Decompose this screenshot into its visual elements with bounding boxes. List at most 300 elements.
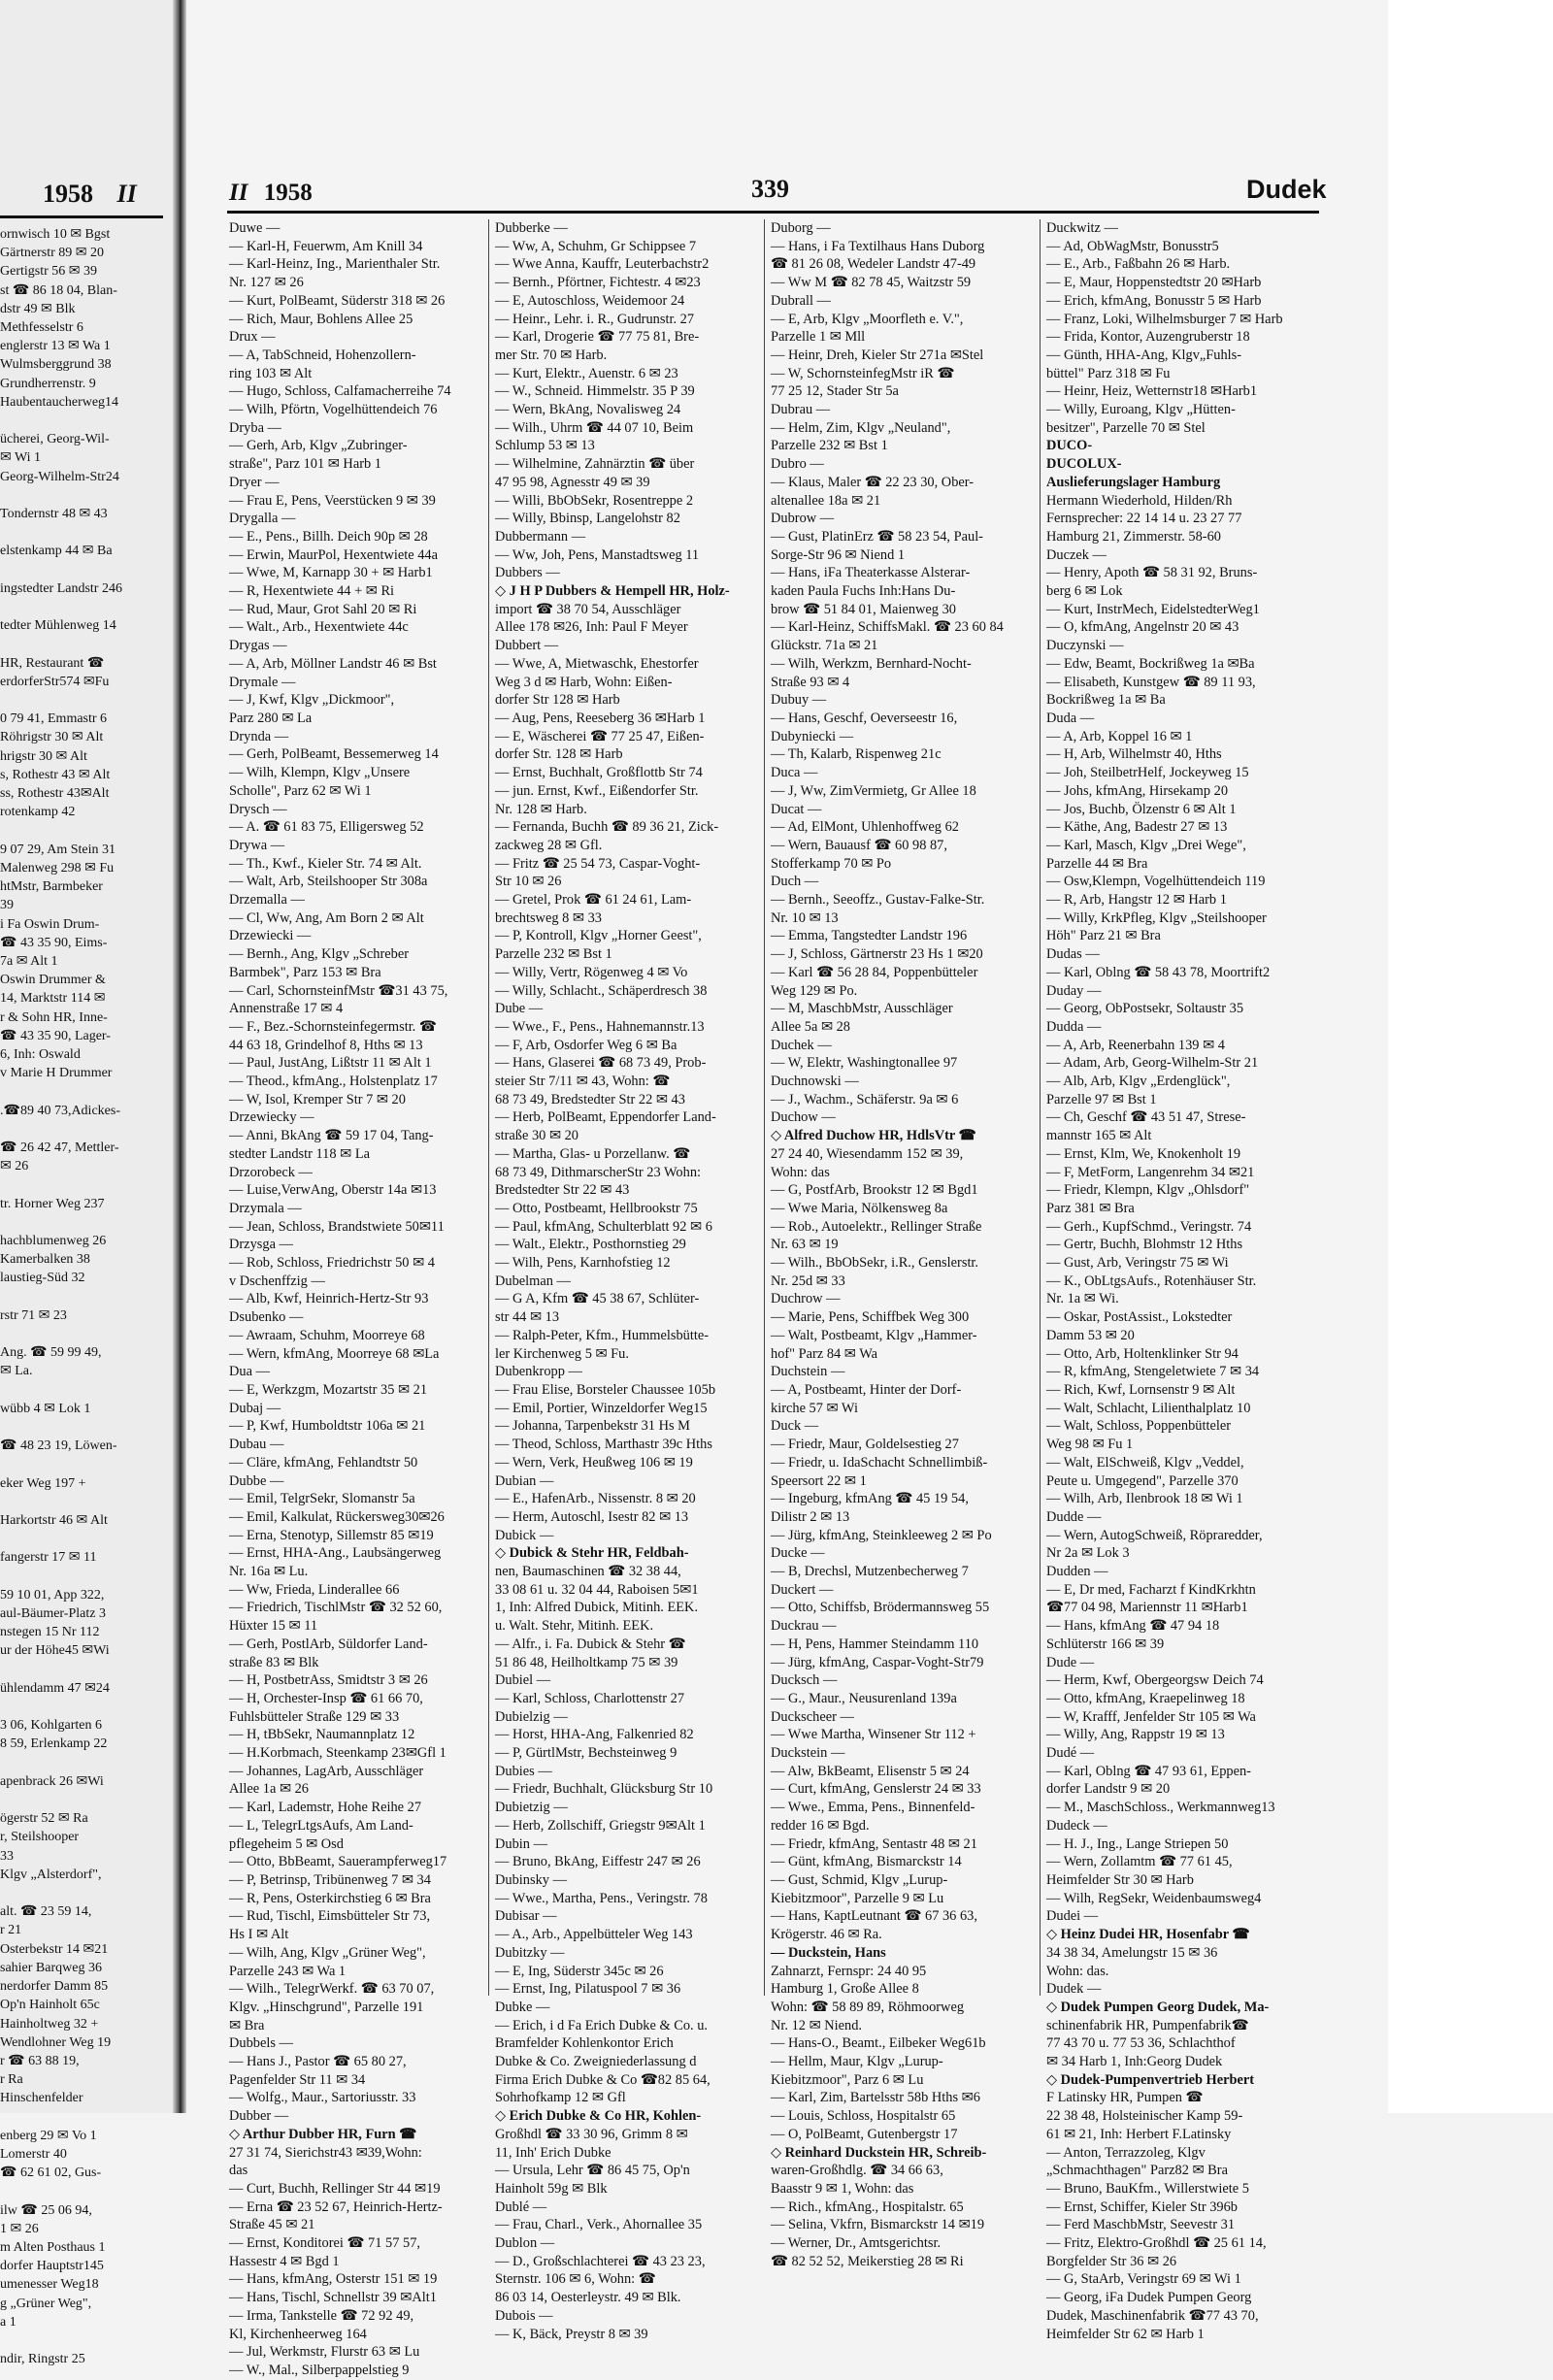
directory-entry: — A, Postbeamt, Hinter der Dorf- <box>771 1382 962 1398</box>
directory-entry: Großhdl ☎ 33 30 96, Grimm 8 ✉ <box>495 2126 688 2142</box>
page-running-name: Dudek <box>1246 175 1327 204</box>
directory-entry: — Hans, KaptLeutnant ☎ 67 36 63, <box>771 1908 977 1925</box>
directory-entry: ◇ J H P Dubbers & Hempell HR, Holz- <box>495 583 730 600</box>
directory-entry: — Rob, Schloss, Friedrichstr 50 ✉ 4 <box>229 1255 435 1272</box>
directory-entry: — Willy, Ang, Rappstr 19 ✉ 13 <box>1046 1727 1225 1743</box>
surname-heading: Duchstein — <box>771 1364 845 1380</box>
directory-entry: Str 10 ✉ 26 <box>495 874 562 890</box>
directory-entry: — Ww, Joh, Pens, Manstadtsweg 11 <box>495 546 700 563</box>
directory-entry: — H, Pens, Hammer Steindamm 110 <box>771 1636 979 1652</box>
directory-entry: — Frau E, Pens, Veerstücken 9 ✉ 39 <box>229 492 436 509</box>
left-page-line: i Fa Oswin Drum- <box>0 916 100 932</box>
directory-entry: — E, Arb, Klgv „Moorfleth e. V.", <box>771 311 964 327</box>
surname-heading: Dubian — <box>495 1472 554 1489</box>
directory-entry: — E, Wäscherei ☎ 77 25 47, Eißen- <box>495 728 705 744</box>
directory-entry: waren-Großhdlg. ☎ 34 66 63, <box>771 2163 943 2179</box>
directory-entry: ☎ 81 26 08, Wedeler Landstr 47-49 <box>771 256 976 273</box>
left-page-line <box>0 1120 167 1139</box>
left-page-line: ndir, Ringstr 25 <box>0 2352 85 2367</box>
surname-heading: Drzysga — <box>229 1237 293 1253</box>
directory-entry: — Otto, BbBeamt, Sauerampferweg17 <box>229 1854 447 1870</box>
left-page-line: ☎ 43 35 90, Lager- <box>0 1028 111 1043</box>
directory-entry: — Karl ☎ 56 28 84, Poppenbütteler <box>771 964 978 980</box>
column-divider <box>764 219 765 1996</box>
left-page-line: Osterbekstr 14 ✉21 <box>0 1941 109 1957</box>
directory-entry: straße 83 ✉ Blk <box>229 1654 319 1670</box>
left-page-line: Georg-Wilhelm-Str24 <box>0 469 119 484</box>
surname-heading: Dudek — <box>1046 1981 1102 1998</box>
directory-entry: — Oskar, PostAssist., Lokstedter <box>1046 1309 1233 1326</box>
directory-entry: — Günth, HHA-Ang, Klgv„Fuhls- <box>1046 347 1242 363</box>
left-page-line: Röhrigstr 30 ✉ Alt <box>0 730 104 745</box>
directory-entry: — H, Orchester-Insp ☎ 61 66 70, <box>229 1690 423 1706</box>
directory-entry: brow ☎ 51 84 01, Maienweg 30 <box>771 601 956 617</box>
directory-entry: ✉ 34 Harb 1, Inh:Georg Dudek <box>1046 2054 1223 2070</box>
left-page-line: Grundherrenstr. 9 <box>0 376 96 391</box>
directory-entry: — Gertr, Buchh, Blohmstr 12 Hths <box>1046 1237 1243 1253</box>
left-page-line: erdorferStr574 ✉Fu <box>0 674 110 689</box>
left-page-line <box>0 412 167 430</box>
directory-entry: — E., Pens., Billh. Deich 90p ✉ 28 <box>229 528 428 545</box>
directory-entry: — Edw, Beamt, Bockrißweg 1a ✉Ba <box>1046 655 1255 672</box>
directory-entry: — Alw, BkBeamt, Elisenstr 5 ✉ 24 <box>771 1763 970 1779</box>
directory-entry: — Fritz, Elektro-Großhdl ☎ 25 61 14, <box>1046 2235 1267 2252</box>
directory-entry: — Werner, Dr., Amtsgerichtsr. <box>771 2235 942 2252</box>
directory-entry: — Gerh, Arb, Klgv „Zubringer- <box>229 438 408 454</box>
directory-entry: kaden Paula Fuchs Inh:Hans Du- <box>771 583 956 600</box>
column-divider <box>1040 219 1041 1996</box>
directory-entry: pflegeheim 5 ✉ Osd <box>229 1835 344 1852</box>
directory-entry: — R, kfmAng, Stengeletwiete 7 ✉ 34 <box>1046 1364 1260 1380</box>
directory-entry: 27 31 74, Sierichstr43 ✉39,Wohn: <box>229 2144 422 2161</box>
directory-entry: — Frida, Kontor, Auzengruberstr 18 <box>1046 329 1250 346</box>
directory-entry: — Fritz ☎ 25 54 73, Caspar-Voght- <box>495 855 701 872</box>
directory-entry: berg 6 ✉ Lok <box>1046 583 1123 600</box>
left-page-line: 1 ✉ 26 <box>0 2221 39 2236</box>
directory-entry: u. Walt. Stehr, Mitinh. EEK. <box>495 1618 654 1635</box>
directory-entry: — Bernh., Ang, Klgv „Schreber <box>229 946 410 963</box>
directory-entry: Firma Erich Dubke & Co ☎82 85 64, <box>495 2071 710 2088</box>
directory-entry: — Otto, kfmAng, Kraepelinweg 18 <box>1046 1690 1245 1706</box>
surname-heading: Ducke — <box>771 1545 825 1562</box>
surname-heading: Dubinsky — <box>495 1871 567 1888</box>
left-page-part: II <box>116 180 137 208</box>
directory-entry: — Otto, Arb, Holtenklinker Str 94 <box>1046 1345 1239 1362</box>
surname-heading: Dudden — <box>1046 1564 1108 1580</box>
left-page-line <box>0 1791 167 1809</box>
directory-entry: ler Kirchenweg 5 ✉ Fu. <box>495 1345 629 1362</box>
directory-entry: — Jürg, kfmAng, Steinkleeweg 2 ✉ Po <box>771 1527 992 1543</box>
directory-entry: — Helm, Zim, Klgv „Neuland", <box>771 419 951 436</box>
directory-entry: — Alfr., i. Fa. Dubick & Stehr ☎ <box>495 1636 686 1652</box>
surname-heading: Dubies — <box>495 1763 552 1779</box>
directory-entry: 86 03 14, Oesterleystr. 49 ✉ Blk. <box>495 2290 681 2306</box>
right-page <box>188 0 1553 2378</box>
directory-entry: — J, Schloss, Gärtnerstr 23 Hs 1 ✉20 <box>771 946 983 963</box>
left-page-line <box>0 1418 167 1437</box>
surname-heading: Dubrall — <box>771 292 831 309</box>
surname-heading: Duwe — <box>229 220 281 236</box>
directory-entry: — D., Großschlachterei ☎ 43 23 23, <box>495 2253 706 2269</box>
surname-heading: Drygalla — <box>229 511 296 527</box>
surname-heading: Drymale — <box>229 674 296 690</box>
left-page-line: ☎ 43 35 90, Eims- <box>0 935 108 950</box>
directory-column-1 <box>229 219 483 2380</box>
directory-entry: — Friedr, u. IdaSchacht Schnellimbiß- <box>771 1454 988 1471</box>
directory-entry: — Emma, Tangstedter Landstr 196 <box>771 928 968 944</box>
directory-entry: 68 73 49, DithmarscherStr 23 Wohn: <box>495 1164 702 1180</box>
left-page-line <box>0 2108 167 2127</box>
directory-entry: — Kurt, PolBeamt, Süderstr 318 ✉ 26 <box>229 292 446 309</box>
surname-heading: Dubyniecki — <box>771 728 854 744</box>
directory-entry: — A, Arb, Reenerbahn 139 ✉ 4 <box>1046 1037 1225 1053</box>
directory-entry: — H. J., Ing., Lange Striepen 50 <box>1046 1835 1229 1852</box>
directory-entry: — P, Betrinsp, Tribünenweg 7 ✉ 34 <box>229 1871 431 1888</box>
left-page-line: ss, Rothestr 43✉Alt <box>0 786 110 802</box>
directory-entry: Sohrhofkamp 12 ✉ Gfl <box>495 2090 626 2106</box>
directory-entry: — Käthe, Ang, Badestr 27 ✉ 13 <box>1046 819 1228 836</box>
left-page-line: umenesser Weg18 <box>0 2277 99 2293</box>
surname-heading: Dryer — <box>229 474 280 490</box>
left-page-line <box>0 822 167 841</box>
left-page-line: dstr 49 ✉ Blk <box>0 301 76 316</box>
directory-entry: — Bernh., Seeoffz., Gustav-Falke-Str. <box>771 892 985 909</box>
directory-entry: — F, Arb, Osdorfer Weg 6 ✉ Ba <box>495 1037 677 1053</box>
directory-entry: büttel" Parz 318 ✉ Fu <box>1046 365 1171 381</box>
directory-entry: — W, Isol, Kremper Str 7 ✉ 20 <box>229 1091 406 1107</box>
directory-entry: — Wwe, M, Karnapp 30 + ✉ Harb1 <box>229 565 433 581</box>
directory-entry: — G A, Kfm ☎ 45 38 67, Schlüter- <box>495 1291 700 1307</box>
directory-entry: — Franz, Loki, Wilhelmsburger 7 ✉ Harb <box>1046 311 1283 327</box>
directory-entry: import ☎ 38 70 54, Ausschläger <box>495 601 681 617</box>
directory-entry: — Ernst, Klm, We, Knokenholt 19 <box>1046 1145 1241 1162</box>
directory-entry: — Selina, Vkfrn, Bismarckstr 14 ✉19 <box>771 2217 985 2233</box>
left-page-line: aul-Bäumer-Platz 3 <box>0 1606 106 1622</box>
directory-entry: — P, GürtlMstr, Bechsteinweg 9 <box>495 1745 677 1762</box>
directory-entry: Dudek, Maschinenfabrik ☎77 43 70, <box>1046 2307 1259 2324</box>
directory-entry: — W., Mal., Silberpappelstieg 9 <box>229 2362 410 2378</box>
directory-entry: — Wern, AutogSchweiß, Röpraredder, <box>1046 1527 1263 1543</box>
page-number: 339 <box>751 175 789 203</box>
left-page-line: g „Grüner Weg", <box>0 2296 92 2311</box>
directory-entry: redder 16 ✉ Bgd. <box>771 1817 870 1834</box>
left-page-header <box>43 180 137 209</box>
left-page-line <box>0 1175 167 1194</box>
directory-entry: — Elisabeth, Kunstgew ☎ 89 11 93, <box>1046 674 1256 690</box>
left-page-line: nerdorfer Damm 85 <box>0 1979 109 1995</box>
left-page-line <box>0 486 167 505</box>
directory-entry: Parzelle 1 ✉ Mll <box>771 329 866 346</box>
directory-entry: Nr. 12 ✉ Niend. <box>771 2017 862 2033</box>
directory-entry: Straße 45 ✉ 21 <box>229 2217 315 2233</box>
directory-entry: — Hans, kfmAng, Osterstr 151 ✉ 19 <box>229 2271 438 2288</box>
left-page-line: hrigstr 30 ✉ Alt <box>0 748 87 764</box>
directory-entry: — Wwe Martha, Winsener Str 112 + <box>771 1727 976 1743</box>
directory-entry: — Jean, Schloss, Brandstwiete 50✉11 <box>229 1218 445 1235</box>
directory-entry: „Schmachthagen" Parz82 ✉ Bra <box>1046 2163 1228 2179</box>
surname-heading: Dubrow — <box>771 511 835 527</box>
directory-entry: Borgfelder Str 36 ✉ 26 <box>1046 2253 1177 2269</box>
directory-entry: Fernsprecher: 22 14 14 u. 23 27 77 <box>1046 511 1242 527</box>
directory-entry: — Wwe., Martha, Pens., Veringstr. 78 <box>495 1890 708 1906</box>
surname-heading: Dubbers — <box>495 565 560 581</box>
directory-entry: — Karl, Oblng ☎ 58 43 78, Moortrift2 <box>1046 964 1271 980</box>
directory-entry: 68 73 49, Bredstedter Str 22 ✉ 43 <box>495 1091 685 1107</box>
directory-entry: — Jul, Werkmstr, Flurstr 63 ✉ Lu <box>229 2344 420 2361</box>
directory-entry: Scholle", Parz 62 ✉ Wi 1 <box>229 782 372 799</box>
directory-entry: — Wwe Maria, Nölkensweg 8a <box>771 1200 948 1216</box>
directory-column-4 <box>1046 219 1320 2343</box>
directory-entry: Hassestr 4 ✉ Bgd 1 <box>229 2253 340 2269</box>
directory-entry: — L, TelegrLtgsAufs, Am Land- <box>229 1817 413 1834</box>
directory-entry: — Ernst, Konditorei ☎ 71 57 57, <box>229 2235 420 2252</box>
surname-heading: Ducksch — <box>771 1672 838 1689</box>
directory-entry: — Joh, SteilbetrHelf, Jockeyweg 15 <box>1046 765 1249 781</box>
directory-entry: — Wwe Anna, Kauffr, Leuterbachstr2 <box>495 256 710 273</box>
directory-entry: — Frau, Charl., Verk., Ahornallee 35 <box>495 2217 703 2233</box>
directory-entry: — Bernh., Pförtner, Fichtestr. 4 ✉23 <box>495 275 701 291</box>
directory-entry: — M., MaschSchloss., Werkmannweg13 <box>1046 1800 1275 1816</box>
directory-entry: 1, Inh: Alfred Dubick, Mitinh. EEK. <box>495 1600 699 1616</box>
directory-entry: — Hans-O., Beamt., Eilbeker Weg61b <box>771 2035 986 2052</box>
directory-entry: — Hellm, Maur, Klgv „Lurup- <box>771 2054 943 2070</box>
directory-entry: — Marie, Pens, Schiffbek Weg 300 <box>771 1309 970 1326</box>
directory-entry: hof" Parz 84 ✉ Wa <box>771 1345 878 1362</box>
directory-entry: Speersort 22 ✉ 1 <box>771 1472 867 1489</box>
surname-heading: Drzemalla — <box>229 892 305 909</box>
directory-entry: Kl, Kirchenheerweg 164 <box>229 2326 367 2342</box>
directory-entry: — Emil, Kalkulat, Rückersweg30✉26 <box>229 1508 445 1525</box>
surname-heading: Dudé — <box>1046 1745 1095 1762</box>
header-rule <box>227 211 1319 214</box>
left-page-line: rstr 71 ✉ 23 <box>0 1307 67 1323</box>
directory-entry: — Henry, Apoth ☎ 58 31 92, Bruns- <box>1046 565 1258 581</box>
directory-entry: — Horst, HHA-Ang, Falkenried 82 <box>495 1727 694 1743</box>
directory-entry: Parzelle 232 ✉ Bst 1 <box>771 438 888 454</box>
surname-heading: Dsubenko — <box>229 1309 304 1326</box>
left-page-line: Harkortstr 46 ✉ Alt <box>0 1513 108 1529</box>
directory-entry: — W, Krafff, Jenfelder Str 105 ✉ Wa <box>1046 1708 1256 1725</box>
directory-entry: Krögerstr. 46 ✉ Ra. <box>771 1927 882 1943</box>
directory-entry: — Hans, kfmAng ☎ 47 94 18 <box>1046 1618 1220 1635</box>
directory-entry: — Carl, SchornsteinfMstr ☎31 43 75, <box>229 982 448 999</box>
directory-entry: — Curt, Buchh, Rellinger Str 44 ✉19 <box>229 2180 441 2197</box>
directory-entry: — W, SchornsteinfegMstr iR ☎ <box>771 365 955 381</box>
directory-entry: — Osw,Klempn, Vogelhüttendeich 119 <box>1046 874 1266 890</box>
directory-entry: — G., Maur., Neusurenland 139a <box>771 1690 957 1706</box>
directory-entry: — Ch, Geschf ☎ 43 51 47, Strese- <box>1046 1109 1246 1126</box>
directory-entry: — Wwe, A, Mietwaschk, Ehestorfer <box>495 655 699 672</box>
directory-entry: — Ferd MaschbMstr, Seevestr 31 <box>1046 2217 1236 2233</box>
directory-entry: — F., Bez.-Schornsteinfegermstr. ☎ <box>229 1018 437 1035</box>
surname-heading: Duckwitz — <box>1046 220 1118 236</box>
surname-heading: Dubaj — <box>229 1400 281 1416</box>
directory-entry: — Gust, Arb, Veringstr 75 ✉ Wi <box>1046 1255 1229 1272</box>
directory-entry: schinenfabrik HR, Pumpenfabrik☎ <box>1046 2017 1249 2033</box>
directory-entry: Höh" Parz 21 ✉ Bra <box>1046 928 1161 944</box>
left-page-line: fangerstr 17 ✉ 11 <box>0 1550 97 1566</box>
directory-entry: — Otto, Schiffsb, Brödermannsweg 55 <box>771 1600 990 1616</box>
directory-entry: — Walt., Arb., Hexentwiete 44c <box>229 619 409 636</box>
directory-entry: mer Str. 70 ✉ Harb. <box>495 347 608 363</box>
directory-entry: — Heinr, Dreh, Kieler Str 271a ✉Stel <box>771 347 984 363</box>
directory-entry: — R, Arb, Hangstr 12 ✉ Harb 1 <box>1046 892 1227 909</box>
directory-entry: — Gerh, PolBeamt, Bessemerweg 14 <box>229 746 439 763</box>
directory-entry: — Wern, kfmAng, Moorreye 68 ✉La <box>229 1345 440 1362</box>
directory-entry: ☎77 04 98, Mariennstr 11 ✉Harb1 <box>1046 1600 1248 1616</box>
left-page-line <box>0 1493 167 1511</box>
directory-entry: ◇ Arthur Dubber HR, Furn ☎ <box>229 2126 417 2142</box>
directory-entry: ✉ Bra <box>229 2017 265 2033</box>
left-page-line: 7a ✉ Alt 1 <box>0 953 58 969</box>
directory-entry: — H, Arb, Wilhelmstr 40, Hths <box>1046 746 1222 763</box>
directory-entry: dorfer Str. 128 ✉ Harb <box>495 746 623 763</box>
directory-entry: — W, Elektr, Washingtonallee 97 <box>771 1055 958 1072</box>
surname-heading: Dubau — <box>229 1437 284 1453</box>
surname-heading: Dube — <box>495 1001 544 1017</box>
directory-entry: — Gerh, PostlArb, Süldorfer Land- <box>229 1636 428 1652</box>
left-page-line: ühlendamm 47 ✉24 <box>0 1680 110 1696</box>
left-page-line: s, Rothestr 43 ✉ Alt <box>0 767 111 782</box>
left-page-text <box>0 225 167 2368</box>
left-page-line: Op'n Hainholt 65c <box>0 1998 100 2013</box>
directory-entry: — Erich, kfmAng, Bonusstr 5 ✉ Harb <box>1046 292 1262 309</box>
left-page-line: rotenkamp 42 <box>0 805 76 820</box>
surname-heading: Duch — <box>771 874 819 890</box>
directory-entry: — Wolfg., Maur., Sartoriusstr. 33 <box>229 2090 416 2106</box>
left-page-line <box>0 1455 167 1473</box>
directory-entry: Nr. 127 ✉ 26 <box>229 275 304 291</box>
left-page-line: eker Weg 197 + <box>0 1475 86 1491</box>
directory-entry: Hamburg 1, Große Allee 8 <box>771 1981 919 1998</box>
directory-entry: — R, Hexentwiete 44 + ✉ Ri <box>229 583 395 600</box>
directory-entry: Fuhlsbütteler Straße 129 ✉ 33 <box>229 1708 400 1725</box>
directory-entry: — Curt, kfmAng, Genslerstr 24 ✉ 33 <box>771 1781 981 1798</box>
directory-entry: — E, Werkzgm, Mozartstr 35 ✉ 21 <box>229 1382 428 1398</box>
directory-entry: Nr 2a ✉ Lok 3 <box>1046 1545 1130 1562</box>
directory-entry: — Wwe., Emma, Pens., Binnenfeld- <box>771 1800 975 1816</box>
directory-entry: Nr. 1a ✉ Wi. <box>1046 1291 1119 1307</box>
directory-entry: — Adam, Arb, Georg-Wilhelm-Str 21 <box>1046 1055 1259 1072</box>
directory-entry: Wohn: ☎ 58 89 89, Röhmoorweg <box>771 1999 965 2015</box>
surname-heading: Drzorobeck — <box>229 1164 313 1180</box>
directory-entry: — Karl-Heinz, Ing., Marienthaler Str. <box>229 256 441 273</box>
directory-entry: — Willy, Vertr, Rögenweg 4 ✉ Vo <box>495 964 688 980</box>
left-page-line <box>0 1381 167 1400</box>
directory-entry: — A, Arb, Möllner Landstr 46 ✉ Bst <box>229 655 437 672</box>
directory-entry: — M, MaschbMstr, Ausschläger <box>771 1001 953 1017</box>
surname-heading: Duczynski — <box>1046 638 1124 654</box>
left-page-line: dorfer Hauptstr145 <box>0 2259 104 2274</box>
directory-entry: — Friedr, Maur, Goldelsestieg 27 <box>771 1437 959 1453</box>
left-page-line: ✉ 26 <box>0 1159 29 1174</box>
left-page-line <box>0 691 167 710</box>
directory-entry: — E., HafenArb., Nissenstr. 8 ✉ 20 <box>495 1491 696 1507</box>
directory-entry: — Karl-Heinz, SchiffsMakl. ☎ 23 60 84 <box>771 619 1004 636</box>
directory-entry: — Heinr, Heiz, Wetternstr18 ✉Harb1 <box>1046 383 1258 400</box>
surname-heading: Dudda — <box>1046 1018 1102 1035</box>
directory-entry: Kiebitzmoor", Parz 6 ✉ Lu <box>771 2071 924 2088</box>
left-page-line: Kamerbalken 38 <box>0 1252 90 1268</box>
directory-entry: mannstr 165 ✉ Alt <box>1046 1128 1152 1144</box>
surname-heading: Dubielzig — <box>495 1708 568 1725</box>
surname-heading: Dubke — <box>495 1999 550 2015</box>
directory-entry: Heimfelder Str 30 ✉ Harb <box>1046 1871 1194 1888</box>
surname-heading: Dubbert — <box>495 638 559 654</box>
directory-entry: Heimfelder Str 62 ✉ Harb 1 <box>1046 2326 1205 2342</box>
directory-entry: Dubke & Co. Zweigniederlassung d <box>495 2054 697 2070</box>
directory-entry: — Bruno, BauKfm., Willerstwiete 5 <box>1046 2180 1249 2197</box>
left-page-line <box>0 598 167 616</box>
directory-entry: 27 24 40, Wiesendamm 152 ✉ 39, <box>771 1145 964 1162</box>
directory-entry: — Ww, A, Schuhm, Gr Schippsee 7 <box>495 238 697 254</box>
directory-entry: — Walt, Arb, Steilshooper Str 308a <box>229 874 428 890</box>
directory-entry: str 44 ✉ 13 <box>495 1309 560 1326</box>
directory-entry: — J, Ww, ZimVermietg, Gr Allee 18 <box>771 782 976 799</box>
page-year: 1958 <box>263 180 313 206</box>
directory-entry: — Herm, Kwf, Obergeorgsw Deich 74 <box>1046 1672 1264 1689</box>
surname-heading: Duck — <box>771 1418 819 1435</box>
left-page-line: Wendlohner Weg 19 <box>0 2034 112 2050</box>
directory-entry: — E, Dr med, Facharzt f KindKrkhtn <box>1046 1581 1256 1598</box>
directory-entry: — Willy, Schlacht., Schäperdresch 38 <box>495 982 708 999</box>
directory-entry: — Awraam, Schuhm, Moorreye 68 <box>229 1327 425 1343</box>
directory-entry: Straße 93 ✉ 4 <box>771 674 850 690</box>
surname-heading: Dudeck — <box>1046 1817 1107 1834</box>
directory-entry: — Th, Kalarb, Rispenweg 21c <box>771 746 942 763</box>
left-page-line: HR, Restaurant ☎ <box>0 655 105 671</box>
left-page-line: hachblumenweg 26 <box>0 1233 107 1248</box>
directory-entry: — Emil, Portier, Winzeldorfer Weg15 <box>495 1400 708 1416</box>
surname-heading: Dublon — <box>495 2235 555 2252</box>
directory-entry: Baasstr 9 ✉ 1, Wohn: das <box>771 2180 914 2197</box>
directory-entry: — Ww, Frieda, Linderallee 66 <box>229 1581 400 1598</box>
directory-entry: — K, Bäck, Preystr 8 ✉ 39 <box>495 2326 648 2342</box>
directory-entry: 22 38 48, Holsteinischer Kamp 59- <box>1046 2108 1243 2125</box>
left-page-line: Klgv „Alsterdorf", <box>0 1867 102 1882</box>
directory-column-2 <box>495 219 755 2343</box>
left-page-line: Hainholtweg 32 + <box>0 2016 99 2032</box>
directory-entry: Kiebitzmoor", Parzelle 9 ✉ Lu <box>771 1890 944 1906</box>
left-page-line: Ang. ☎ 59 99 49, <box>0 1345 102 1361</box>
directory-entry: — Rob., Autoelektr., Rellinger Straße <box>771 1218 982 1235</box>
directory-entry: — Karl, Oblng ☎ 47 93 61, Eppen- <box>1046 1763 1251 1779</box>
directory-entry: 61 ✉ 21, Inh: Herbert F.Latinsky <box>1046 2126 1232 2142</box>
directory-entry: Hs I ✉ Alt <box>229 1927 289 1943</box>
left-page-line: wübb 4 ✉ Lok 1 <box>0 1401 91 1416</box>
left-page-line: ornwisch 10 ✉ Bgst <box>0 227 111 242</box>
directory-entry: — Wilh, RegSekr, Weidenbaumsweg4 <box>1046 1890 1262 1906</box>
left-page-line: ingstedter Landstr 246 <box>0 580 122 596</box>
directory-entry: — E, Maur, Hoppenstedtstr 20 ✉Harb <box>1046 275 1262 291</box>
directory-entry: Schlump 53 ✉ 13 <box>495 438 595 454</box>
surname-heading: Duchrow — <box>771 1291 841 1307</box>
left-page-line: tr. Horner Weg 237 <box>0 1196 105 1211</box>
surname-heading: Dude — <box>1046 1654 1095 1670</box>
directory-entry: — B, Drechsl, Mutzenbecherweg 7 <box>771 1564 969 1580</box>
surname-heading: Dubisar — <box>495 1908 557 1925</box>
directory-entry: — A, TabSchneid, Hohenzollern- <box>229 347 416 363</box>
directory-entry: Peute u. Umgegend", Parzelle 370 <box>1046 1472 1239 1489</box>
directory-entry: — Ralph-Peter, Kfm., Hummelsbütte- <box>495 1327 710 1343</box>
directory-entry: 47 95 98, Agnesstr 49 ✉ 39 <box>495 474 650 490</box>
surname-heading: Ducat — <box>771 801 822 817</box>
directory-entry: — Hans, i Fa Textilhaus Hans Duborg <box>771 238 985 254</box>
directory-entry: Weg 3 d ✉ Harb, Wohn: Eißen- <box>495 674 673 690</box>
surname-heading: Dryba — <box>229 419 281 436</box>
directory-column-3 <box>771 219 1031 2270</box>
left-page-line <box>0 1884 167 1902</box>
